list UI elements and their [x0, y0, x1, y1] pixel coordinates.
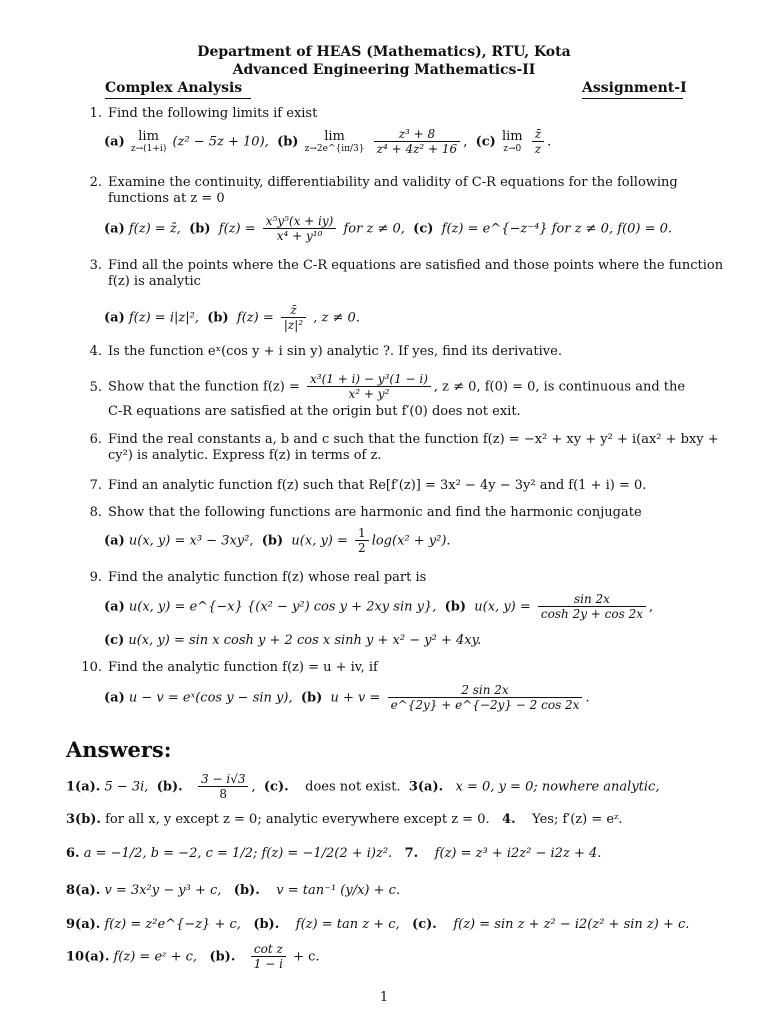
part-label: (a): [104, 134, 125, 150]
fraction: [538, 592, 646, 622]
subject-underline: [105, 98, 251, 99]
question-number: 1.: [89, 106, 102, 121]
answer-label: 10(a).: [66, 949, 110, 965]
expression: log(x² + y²).: [371, 533, 451, 549]
fraction: [532, 127, 544, 157]
expression: , z ≠ 0.: [313, 310, 360, 326]
numerator: sin 2x: [538, 592, 646, 607]
question-10: [74, 660, 724, 676]
department-title: Department of HEAS (Mathematics), RTU, Kota: [197, 44, 571, 60]
answers-heading: Answers:: [66, 737, 172, 762]
question-text: Find the analytic function f(z) = u + iv, if: [108, 660, 378, 675]
question-4: [74, 344, 724, 360]
fraction: [355, 526, 369, 556]
answer-value: f(z) = z³ + i2z² − i2z + 4.: [434, 846, 602, 861]
part-label: (b): [277, 134, 299, 150]
question-number: 10.: [81, 660, 102, 675]
expression: f(z) =: [236, 310, 274, 326]
question-6: [74, 432, 724, 463]
answer-value: f(z) = tan z + c,: [295, 917, 400, 932]
answer-label: (b).: [233, 883, 260, 898]
expression: f(z) = z̄,: [128, 221, 181, 237]
numerator: 3 − i√3: [198, 772, 248, 787]
denominator: x² + y²: [348, 387, 390, 402]
limit-subscript: z→2e^{iπ/3}: [304, 144, 365, 155]
expression: u + v =: [330, 690, 381, 706]
question-text: Find an analytic function f(z) such that Re[f′(z)] = 3x² − 4y − 3y² and f(1 + i) = 0.: [108, 478, 647, 493]
question-5: [74, 372, 724, 402]
question-8-parts: [104, 526, 734, 556]
limit-c: lim z→0: [501, 128, 523, 155]
expression: u(x, y) = e^{−x} {(x² − y²) cos y + 2xy sin y},: [128, 599, 437, 615]
question-2: [74, 175, 724, 206]
answer-label: 6.: [66, 846, 80, 861]
limit-subscript: z→(1+i): [130, 144, 167, 155]
numerator: z³ + 8: [374, 127, 461, 142]
fraction: [388, 683, 583, 713]
question-10-parts: (a) u − v = eˣ(cos y − sin y), (b) u + v = $\frac{2 \sin 2x}{e\^{}\{2y\} + e\^{}\{-2y\} - 2 \cos 2x}$ .: [104, 683, 590, 713]
part-label: (b): [300, 690, 323, 706]
limit-b: lim z→2e^{iπ/3}: [304, 128, 365, 155]
denominator: |z|²: [283, 318, 304, 333]
fraction: [263, 214, 337, 244]
answer-label: 8(a).: [66, 883, 101, 898]
answer-row-4: [66, 883, 400, 899]
answer-label: 1(a).: [66, 779, 101, 795]
fraction: [251, 942, 286, 972]
part-label: (a): [104, 533, 125, 549]
denominator: 1 − i: [253, 957, 283, 972]
answer-row-6: [66, 942, 320, 972]
part-label: (c): [475, 134, 496, 150]
fraction: [374, 127, 461, 157]
numerator: 1: [355, 526, 369, 541]
question-text: Find the real constants a, b and c such that the function f(z) = −x² + xy + y² + i(ax² + bxy + cy²) is analytic. Express f(z) in terms of z.: [108, 432, 719, 463]
answer-row-3: [66, 846, 601, 862]
expression: u(x, y) = x³ − 3xy²,: [128, 533, 254, 549]
answer-label: (c).: [412, 917, 437, 932]
answer-value: a = −1/2, b = −2, c = 1/2; f(z) = −1/2(2 + i)z².: [83, 846, 393, 861]
part-label: (a): [104, 310, 125, 326]
question-number: 7.: [89, 478, 102, 493]
part-label: (b): [444, 599, 467, 615]
question-2-parts: [104, 214, 734, 244]
page-number: 1: [379, 990, 389, 1005]
numerator: 2 sin 2x: [388, 683, 583, 698]
answer-value: f(z) = z²e^{−z} + c,: [104, 917, 241, 932]
expression: f(z) = i|z|²,: [128, 310, 199, 326]
numerator: x³(1 + i) − y³(1 − i): [307, 372, 431, 387]
answer-value: does not exist.: [305, 779, 401, 795]
question-text-part: C-R equations are satisfied at the origin but f′(0) does not exit.: [108, 404, 521, 419]
question-text: Is the function eˣ(cos y + i sin y) analytic ?. If yes, find its derivative.: [108, 344, 562, 359]
question-text: Show that the following functions are harmonic and find the harmonic conjugate: [108, 505, 642, 520]
answer-value: x = 0, y = 0; nowhere analytic,: [455, 779, 660, 795]
question-text-part: Show that the function f(z) =: [108, 379, 300, 395]
question-8: [74, 505, 724, 521]
course-title: Advanced Engineering Mathematics-II: [232, 62, 536, 78]
question-1-parts: (a) lim z→(1+i) (z² − 5z + 10), (b) lim z→2e^{iπ/3} $\frac{\text{z³ + 8}}{\text{z⁴ + 4z² + 16}}$ , (c) lim z→0 $\frac{z̄}{z}$ .: [104, 127, 552, 157]
numerator: x⁵y⁵(x + iy): [263, 214, 337, 229]
question-number: 2.: [89, 175, 102, 190]
answer-label: (b).: [253, 917, 280, 932]
expression: u − v = eˣ(cos y − sin y),: [128, 690, 293, 706]
question-9-part-c: [104, 633, 734, 649]
denominator: cosh 2y + cos 2x: [540, 607, 643, 622]
answer-label: (c).: [263, 779, 289, 795]
denominator: z: [534, 142, 542, 157]
part-label: (a): [104, 221, 125, 237]
answer-value: f(z) = sin z + z² − i2(z² + sin z) + c.: [453, 917, 690, 932]
question-text: Find all the points where the C-R equations are satisfied and those points where the function f(z) is analytic: [108, 258, 724, 289]
question-7: [74, 478, 724, 494]
expression: f(z) = e^{−z⁻⁴} for z ≠ 0, f(0) = 0.: [441, 221, 673, 237]
question-number: 8.: [89, 505, 102, 520]
expression: f(z) =: [218, 221, 256, 237]
limit-a-expr: (z² − 5z + 10),: [172, 134, 269, 150]
question-text-part: , z ≠ 0, f(0) = 0, is continuous and the: [433, 379, 686, 395]
question-number: 4.: [89, 344, 102, 359]
answer-value: 5 − 3i,: [104, 779, 149, 795]
question-1: [74, 106, 724, 122]
question-number: 9.: [89, 570, 102, 585]
answer-value: f(z) = eᶻ + c,: [113, 949, 198, 965]
question-number: 6.: [89, 432, 102, 447]
subject-heading: Complex Analysis: [105, 80, 243, 96]
answer-value: for all x, y except z = 0; analytic everywhere except z = 0.: [105, 812, 490, 827]
question-3: [74, 258, 724, 289]
question-9-parts-ab: (a) u(x, y) = e^{−x} {(x² − y²) cos y + 2xy sin y}, (b) u(x, y) = $\frac{\sin 2x}{\cosh 2y + \cos 2x}$ ,: [104, 592, 654, 622]
denominator: x⁴ + y¹⁰: [276, 229, 323, 244]
expression: u(x, y) = sin x cosh y + 2 cos x sinh y + x² − y² + 4xy.: [128, 633, 482, 648]
answer-label: (b).: [156, 779, 183, 795]
question-text: Find the analytic function f(z) whose real part is: [108, 570, 427, 585]
part-label: (c): [413, 221, 434, 237]
question-text: [108, 372, 728, 402]
expression: u(x, y) =: [291, 533, 348, 549]
expression: u(x, y) =: [474, 599, 531, 615]
answer-label: 3(b).: [66, 812, 101, 827]
answer-label: (b).: [209, 949, 236, 965]
assignment-heading: Assignment-I: [582, 80, 687, 96]
answer-label: 3(a).: [408, 779, 444, 795]
fraction: [307, 372, 431, 402]
answer-label: 9(a).: [66, 917, 101, 932]
question-number: 3.: [89, 258, 102, 273]
answer-row-1: 1(a). 5 − 3i, (b). $\frac{3 - i√3}{8}$ , (c). does not exist. 3(a). x = 0, y = 0; nowhere analytic,: [66, 772, 660, 802]
part-label: (a): [104, 690, 125, 706]
denominator: 2: [358, 541, 366, 556]
part-label: (b): [207, 310, 229, 326]
part-label: (c): [104, 633, 125, 648]
answer-value: Yes; f′(z) = eᶻ.: [532, 812, 623, 827]
answer-row-2: [66, 812, 623, 828]
question-text: Examine the continuity, differentiability and validity of C-R equations for the following functions at z = 0: [108, 175, 678, 206]
answer-row-5: [66, 917, 689, 933]
denominator: z⁴ + 4z² + 16: [376, 142, 458, 157]
limit-subscript: z→0: [503, 144, 522, 155]
answer-value: + c.: [293, 949, 320, 965]
denominator: 8: [219, 787, 228, 802]
expression: for z ≠ 0,: [343, 221, 405, 237]
assignment-underline: [582, 98, 683, 99]
question-number: 5.: [89, 380, 102, 395]
question-3-parts: [104, 303, 734, 333]
answer-label: 4.: [502, 812, 516, 827]
part-label: (a): [104, 599, 125, 615]
limit-a: lim z→(1+i): [130, 128, 167, 155]
answer-value: v = 3x²y − y³ + c,: [104, 883, 222, 898]
question-text: Find the following limits if exist: [108, 106, 318, 121]
numerator: z̄: [532, 127, 544, 142]
part-label: (b): [261, 533, 284, 549]
answer-value: v = tan⁻¹ (y/x) + c.: [276, 883, 401, 898]
answer-label: 7.: [404, 846, 419, 861]
numerator: z̄: [281, 303, 306, 318]
part-label: (b): [189, 221, 211, 237]
question-9: [74, 570, 724, 586]
fraction: [281, 303, 306, 333]
fraction: [198, 772, 248, 802]
numerator: cot z: [251, 942, 286, 957]
denominator: e^{2y} + e^{−2y} − 2 cos 2x: [390, 698, 580, 713]
